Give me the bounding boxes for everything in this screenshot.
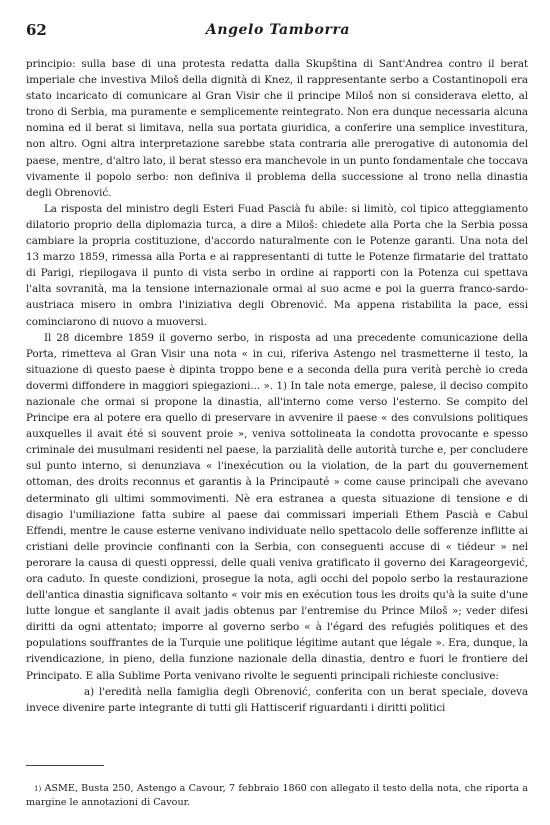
footnote (26, 782, 528, 810)
page-number: 62 (26, 21, 47, 39)
paragraph: Il 28 dicembre 1859 il governo serbo, in risposta ad una precedente comunicazione della Porta, rimetteva al Gran Visir una nota « in cui, riferiva Astengo nel trasmetterne il testo, la situazione di questo paese è dipinta troppo bene e a seconda della pura verità perchè io creda dovermi diffondere in maggiori spiegazioni... ». 1) In tale nota emerge, palese, il deciso compito nazionale che ormai si propone la dinastia, all'interno come verso l'esterno. Se compito del Principe era al potere era quello di preservare in avvenire il paese « des convulsions politiques auxquelles il avait été si souvent proie », veniva sottolineata la condotta provocante e spesso criminale dei musulmani residenti nel paese, la parzialità delle autorità turche e, per concludere sul punto interno, si denunziava « l'inexécution ou la violation, de la part du gouvernement ottoman, des droits reconnus et garantis à la Principauté » come cause principali che avevano determinato gli ultimi sommovimenti. Nè era estranea a questa situazione di tensione e di disagio l'umiliazione fatta subire al paese dai commissari imperiali Ethem Pascià e Cabul Effendi, mentre le cause esterne venivano individuate nello spettacolo delle sofferenze inflitte ai cristiani delle provincie confinanti con la Serbia, con conseguenti accuse di « tiédeur » nel perorare la causa di questi oppressi, delle quali veniva gratificato il governo dei Karageorgević, ora caduto. In queste condizioni, prosegue la nota, agli occhi del popolo serbo la restaurazione dell'antica dinastia significava soltanto « voir mis en exécution tous les droits qu'à la suite d'une lutte longue et sanglante il avait jadis obtenus par l'entremise du Prince Miloš »; veder difesi diritti da ogni attentato; imporre al governo serbo « à l'égard des refugiés politiques et des populations souffrantes de la Turquie une politique légitime autant que légale ». Era, dunque, la rivendicazione, in pieno, della funzione nazionale della dinastia, dentro e fuori le frontiere del Principato. E alla Sublime Porta venivano rivolte le seguenti principali richieste conclusive: (26, 331, 528, 682)
body-text (26, 56, 528, 716)
running-title: Angelo Tamborra (205, 22, 351, 38)
list-item: a) l'eredità nella famiglia degli Obrenović, conferita con un berat speciale, doveva invece divenire parte integrante di tutti gli Hattiscerif riguardanti i diritti politici (26, 685, 528, 714)
footnote-divider (26, 765, 104, 766)
paragraph: La risposta del ministro degli Esteri Fuad Pascià fu abile: si limitò, col tipico atteggiamento dilatorio proprio della diplomazia turca, a dire a Miloš: chiedete alla Porta che la Serbia possa cambiare la propria costituzione, d'accordo naturalmente con le Potenze garanti. Una nota del 13 marzo 1859, rimessa alla Porta e ai rappresentanti di tutte le Potenze firmatarie del trattato di Parigi, riepilogava il punto di vista serbo in ordine ai rapporti con la Potenza cui spettava l'alta sovranità, ma la tensione internazionale ormai al suo acme e poi la guerra franco-sardo-austriaca misero in ombra l'iniziativa degli Obrenović. Ma appena ristabilita la pace, essi cominciarono di nuovo a muoversi. (26, 202, 528, 328)
page-header (26, 21, 530, 43)
footnote-marker: 1) (34, 785, 42, 793)
paragraph: principio: sulla base di una protesta redatta dalla Skupština di Sant'Andrea contro il berat imperiale che investiva Miloš della dignità di Knez, il rappresentante serbo a Costantinopoli era stato incaricato di comunicare al Gran Visir che il principe Miloš non si considerava eletto, al trono di Serbia, ma puramente e semplicemente reintegrato. Non era dunque necessaria alcuna nomina ed il berat si limitava, nella sua portata giuridica, a conferire una semplice investitura, non altro. Ogni altra interpretazione sarebbe stata contraria alle prerogative di autonomia del paese, mentre, d'altro lato, il berat stesso era manchevole in un punto fondamentale che toccava vivamente il popolo serbo: non definiva il problema della successione al trono nella dinastia degli Obrenović. (26, 58, 528, 199)
footnote-text: ASME, Busta 250, Astengo a Cavour, 7 febbraio 1860 con allegato il testo della nota, che riporta a margine le annotazioni di Cavour. (26, 783, 528, 808)
